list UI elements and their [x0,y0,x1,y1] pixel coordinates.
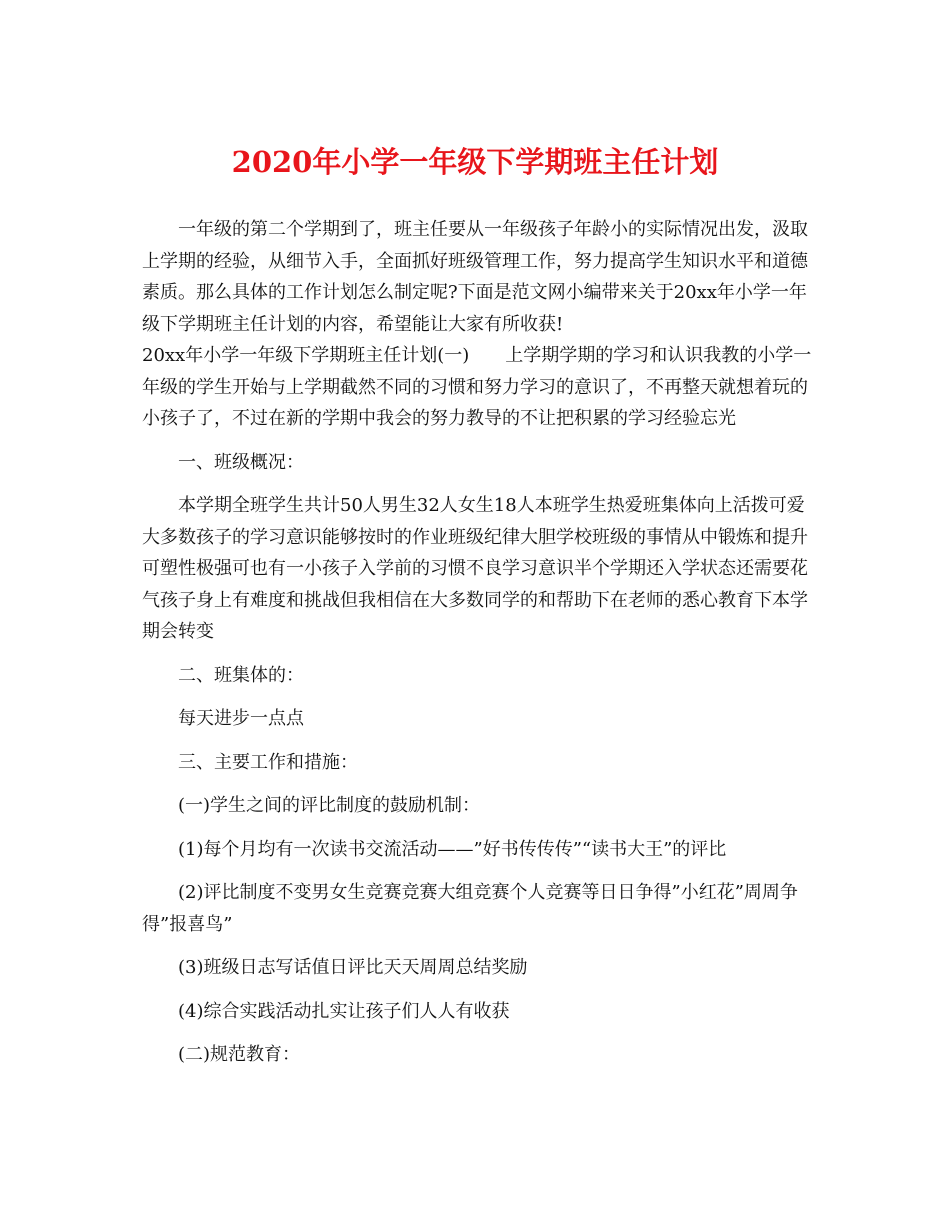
list-item: (1)每个月均有一次读书交流活动——”好书传传传”“读书大王”的评比 [178,838,727,860]
plan-intro: 上学期学期的学习和认识我教的小学一年级的学生开始与上学期截然不同的习惯和努力学习的意识了，不再整天就想着玩的小孩子了，不过在新的学期中我会的努力教导的不让把积累的学习经验忘光 [142,345,812,429]
list-item: (3)班级日志写话值日评比天天周周总结奖励 [178,957,528,978]
section3-heading: 三、主要工作和措施： [178,751,358,773]
section2-text: 每天进步一点点 [178,708,304,729]
plan-heading: 20xx年小学一年级下学期班主任计划(一) [142,345,470,366]
section2-heading: 二、班集体的： [178,664,304,686]
document-body [142,214,814,1071]
list-item: (4)综合实践活动扎实让孩子们人人有收获 [178,1000,510,1022]
plan-paragraph [142,340,814,435]
sub1-heading: (一)学生之间的评比制度的鼓励机制： [178,795,481,816]
section1-heading: 一、班级概况： [178,451,304,473]
sub2-heading: (二)规范教育： [178,1044,301,1065]
page-title: 2020年小学一年级下学期班主任计划 [231,145,719,179]
section1-text: 本学期全班学生共计50人男生32人女生18人本班学生热爱班集体向上活拨可爱大多数孩子的学习意识能够按时的作业班级纪律大胆学校班级的事情从中锻炼和提升可塑性极强可也有一小孩子入学前的习惯不良学习意识半个学期还入学状态还需要花气孩子身上有难度和挑战但我相信在大多数同学的和帮助下在老师的悉心教育下本学期会转变 [142,495,808,642]
list-item: (2)评比制度不变男女生竞赛竞赛大组竞赛个人竞赛等日日争得”小红花”周周争得”报喜鸟” [142,882,798,935]
intro-paragraph: 一年级的第二个学期到了，班主任要从一年级孩子年龄小的实际情况出发，汲取上学期的经验，从细节入手，全面抓好班级管理工作，努力提高学生知识水平和道德素质。那么具体的工作计划怎么制定呢?下面是范文网小编带来关于20xx年小学一年级下学期班主任计划的内容，希望能让大家有所收获! [142,219,808,335]
